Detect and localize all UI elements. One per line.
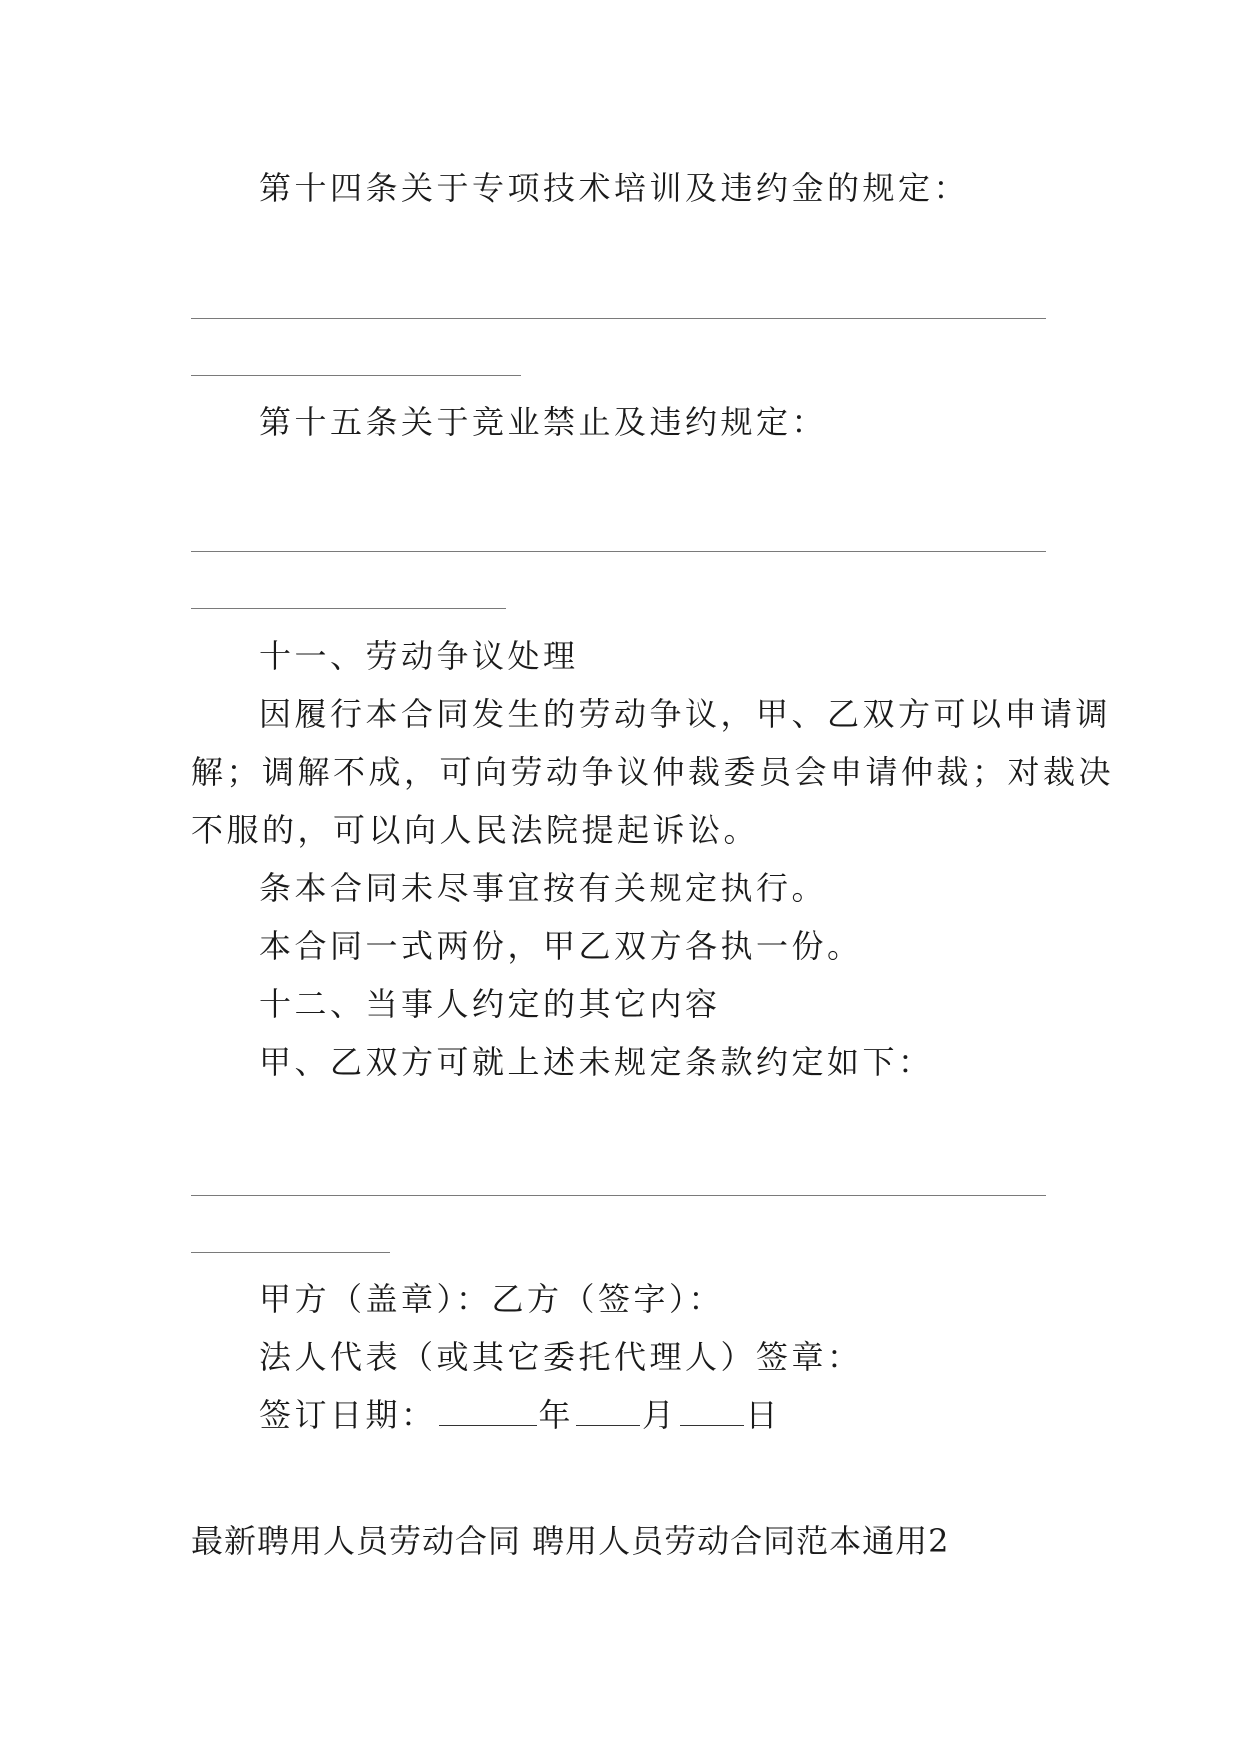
dispute-paragraph-line: 不服的，可以向人民法院提起诉讼。 xyxy=(191,811,760,849)
unfinished-matters-clause: 条本合同未尽事宜按有关规定执行。 xyxy=(259,869,828,907)
article-15-heading: 第十五条关于竞业禁止及违约规定： xyxy=(259,403,828,441)
fill-in-line xyxy=(191,551,1046,552)
article-14-heading: 第十四条关于专项技术培训及违约金的规定： xyxy=(259,169,970,207)
month-blank xyxy=(576,1395,640,1426)
fill-in-line xyxy=(191,608,506,609)
section-12-heading: 十二、当事人约定的其它内容 xyxy=(259,985,721,1023)
month-label: 月 xyxy=(642,1396,678,1434)
signing-date-line xyxy=(259,1395,781,1435)
party-signature-line: 甲方（盖章）：乙方（签字）： xyxy=(259,1280,725,1318)
dispute-paragraph-line: 解；调解不成，可向劳动争议仲裁委员会申请仲裁；对裁决 xyxy=(191,753,1115,791)
section-12-intro: 甲、乙双方可就上述未规定条款约定如下： xyxy=(259,1043,934,1081)
day-blank xyxy=(680,1395,744,1426)
fill-in-line xyxy=(191,375,521,376)
fill-in-line xyxy=(191,318,1046,319)
fill-in-line xyxy=(191,1195,1046,1196)
signing-date-label: 签订日期： xyxy=(259,1396,437,1434)
copies-clause: 本合同一式两份，甲乙双方各执一份。 xyxy=(259,927,863,965)
fill-in-line xyxy=(191,1252,390,1253)
legal-representative-line: 法人代表（或其它委托代理人）签章： xyxy=(259,1338,863,1376)
year-label: 年 xyxy=(538,1396,575,1434)
next-document-title: 最新聘用人员劳动合同 聘用人员劳动合同范本通用2 xyxy=(191,1522,950,1560)
year-blank xyxy=(439,1395,537,1426)
section-11-heading: 十一、劳动争议处理 xyxy=(259,637,579,675)
dispute-paragraph-line: 因履行本合同发生的劳动争议，甲、乙双方可以申请调 xyxy=(259,695,1112,733)
day-label: 日 xyxy=(745,1396,782,1434)
